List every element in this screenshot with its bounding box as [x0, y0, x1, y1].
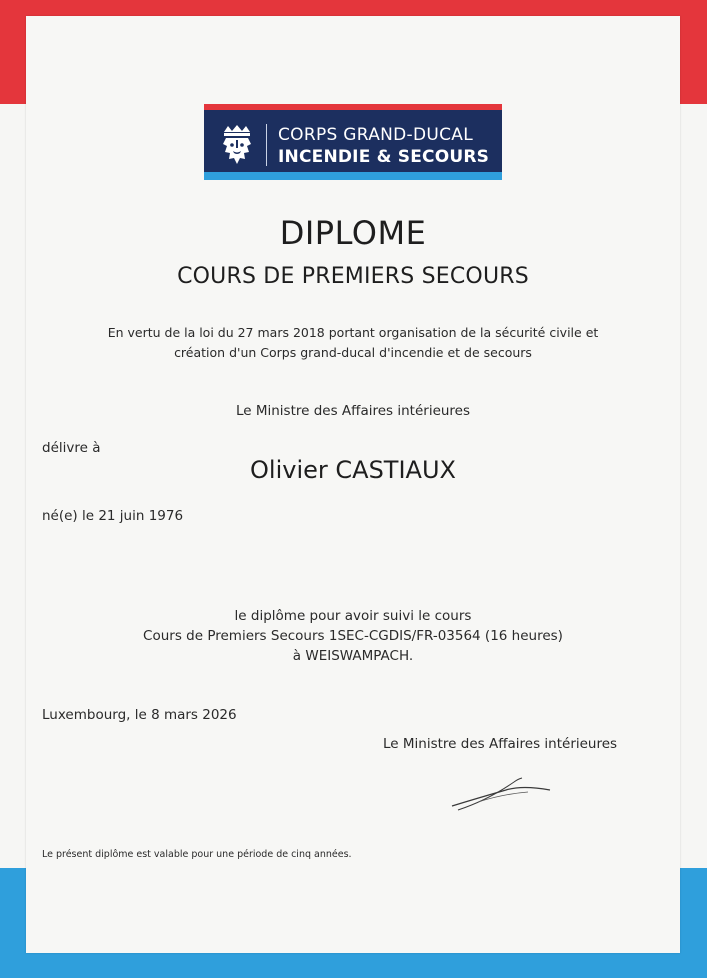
flag-band-red-top — [0, 0, 707, 16]
course-line1: le diplôme pour avoir suivi le cours — [234, 608, 472, 624]
flag-band-blue-bottom — [0, 953, 707, 978]
flag-band-red-left — [0, 0, 26, 104]
lion-emblem-icon — [218, 122, 256, 170]
flag-band-red-right — [680, 0, 707, 104]
logo-separator — [266, 124, 267, 166]
flag-band-blue-right — [680, 868, 707, 978]
course-line3: à WEISWAMPACH. — [292, 648, 414, 664]
flag-band-blue-left — [0, 868, 26, 978]
law-reference-line2: création d'un Corps grand-ducal d'incendie et de secours — [174, 345, 532, 360]
law-reference-line1: En vertu de la loi du 27 mars 2018 portant organisation de la sécurité civile et — [107, 325, 599, 340]
place-and-date: Luxembourg, le 8 mars 2026 — [42, 707, 237, 723]
delivers-to-label: délivre à — [42, 440, 101, 456]
logo-stripe-blue — [204, 172, 502, 180]
course-line2: Cours de Premiers Secours 1SEC-CGDIS/FR-03564 (16 heures) — [143, 628, 563, 644]
certificate-title: DIPLOME — [279, 214, 427, 252]
cgdis-logo — [204, 104, 502, 180]
signatory-title: Le Ministre des Affaires intérieures — [383, 736, 618, 752]
validity-note: Le présent diplôme est valable pour une période de cinq années. — [42, 849, 352, 860]
logo-body — [204, 110, 502, 172]
certificate-subtitle: COURS DE PREMIERS SECOURS — [177, 264, 529, 289]
birth-date: né(e) le 21 juin 1976 — [42, 508, 184, 524]
recipient-name: Olivier CASTIAUX — [250, 456, 456, 484]
logo-text-line1: CORPS GRAND-DUCAL — [278, 125, 473, 145]
handwritten-signature — [448, 772, 558, 814]
logo-text-line2: INCENDIE & SECOURS — [278, 147, 490, 167]
issuer-title: Le Ministre des Affaires intérieures — [235, 403, 471, 419]
